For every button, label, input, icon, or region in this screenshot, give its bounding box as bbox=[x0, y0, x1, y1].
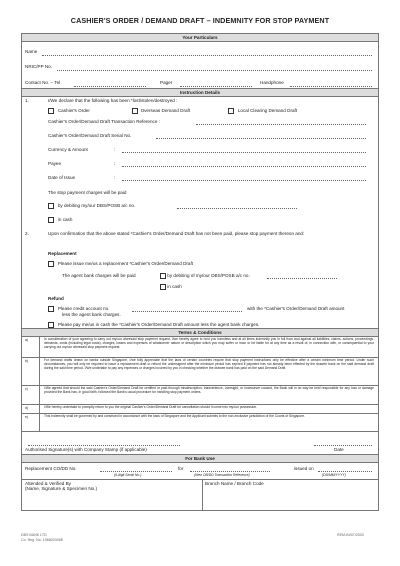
form-body bbox=[21, 33, 379, 511]
credit-account-field[interactable] bbox=[132, 311, 242, 312]
tel-field[interactable] bbox=[74, 86, 146, 87]
particulars-heading: Your Particulars bbox=[22, 34, 378, 42]
dd-checkbox[interactable] bbox=[132, 108, 138, 114]
co-label: Cashier's Order bbox=[57, 108, 90, 114]
term-a-label: a) bbox=[25, 338, 29, 342]
debit-option[interactable] bbox=[48, 203, 135, 209]
pay-cash-label: Please pay me/us in cash the *Cashier's Order/Demand Draft amount less the agent bank charges. bbox=[57, 322, 260, 328]
particulars-section bbox=[22, 42, 378, 88]
pager-field[interactable] bbox=[180, 86, 252, 87]
replace-option[interactable] bbox=[48, 261, 193, 267]
replace-checkbox[interactable] bbox=[48, 261, 54, 267]
credit-label: Please credit account no. bbox=[57, 306, 110, 312]
handphone-label: Handphone bbox=[260, 80, 284, 85]
pay-cash-checkbox[interactable] bbox=[48, 322, 54, 328]
name-label: Name bbox=[25, 49, 38, 54]
instructions-section: 1. I/We declare that the following has been *lost/stolen/destroyed : Cashier's Order Overseas Demand Draft Local Clearing Demand Draft Cashier's Order/Demand Draft Transaction Reference : Cashier's Order/Demand Draft Serial No. Currency & Amount : Payee : Date of Issue : The stop payment charges will be paid by debiting my/our DBS/POSB a/c no. in cash 2. Upon confirmation that the above stated *Cashier's Order/Demand Draft has not been paid, please stop payment thereon and: Replacement Please issue me/us a replacement *Cashier's Order/Demand Draft The agent bank charges will be paid by debiting of my/our DBS/POSB a/c no. in cash Refund Please credit account no. with the *Cashier's Order/Demand Draft amount less the agent bank charges. Please pay me/us in cash the *Cashier's Order/Demand Draft amount less the agent bank charges. bbox=[22, 97, 378, 328]
branch-label: Branch Name / Branch Code bbox=[205, 481, 264, 486]
agent-debit-option[interactable] bbox=[160, 273, 250, 279]
form-code: REM-IN/07/2003 bbox=[337, 533, 364, 537]
attended-sub: (Name, Signature & Specimen No.) bbox=[25, 486, 97, 491]
ref-label: Cashier's Order/Demand Draft Transaction Reference : bbox=[48, 119, 160, 124]
signature-label: Authorised Signature(s) with Company Stamp (if applicable) bbox=[25, 447, 147, 452]
credit-checkbox[interactable] bbox=[48, 306, 54, 312]
agent-account-field[interactable] bbox=[267, 278, 337, 279]
date-label: Date bbox=[334, 447, 344, 452]
item1-text: I/We declare that the following has been *lost/stolen/destroyed : bbox=[48, 98, 178, 103]
replace-label: Please issue me/us a replacement *Cashier's Order/Demand Draft bbox=[57, 261, 194, 267]
payee-field[interactable] bbox=[122, 166, 366, 167]
date-hint: (DD/MM/YYYY) bbox=[322, 473, 346, 477]
charges-label: The stop payment charges will be paid bbox=[48, 190, 127, 195]
ref-hint: (New OB/DD Transaction Reference) bbox=[194, 473, 250, 477]
nric-label: NRIC/PP No. bbox=[25, 64, 52, 69]
cash-option[interactable] bbox=[48, 217, 72, 223]
date-issue-field[interactable] bbox=[122, 180, 366, 181]
currency-field[interactable] bbox=[122, 152, 366, 153]
agent-debit-checkbox[interactable] bbox=[160, 273, 166, 279]
term-d-label: d) bbox=[25, 406, 29, 410]
contact-label: Contact No. – Tel bbox=[25, 80, 61, 85]
payee-label: Payee bbox=[48, 161, 62, 166]
terms-section bbox=[22, 337, 378, 454]
item2-text: Upon confirmation that the above stated *Cashier's Order/Demand Draft has not been paid, please stop payment thereon and: bbox=[48, 231, 305, 236]
debit-account-field[interactable] bbox=[177, 208, 297, 209]
item2-number: 2. bbox=[25, 231, 29, 236]
date-field[interactable] bbox=[314, 445, 372, 446]
term-c-text: I/We agreed that should the said Cashier's Order/Demand Draft be certified or paid through misdescription, inadvertence, oversight, or howsoever caused, the Bank will in no way be held responsible for any loss or damage provided the Bank has, in good faith, followed the Bank's usual procedure for handling stop payment orders. bbox=[44, 386, 374, 394]
for-label: for bbox=[178, 466, 184, 471]
debit-label: by debiting my/our DBS/POSB a/c no. bbox=[57, 203, 136, 209]
new-ref-field[interactable] bbox=[190, 471, 270, 472]
agent-text: The agent bank charges will be paid bbox=[62, 273, 136, 278]
term-c-label: c) bbox=[25, 387, 28, 391]
co-checkbox[interactable] bbox=[48, 108, 54, 114]
attended-label: Attended & Verified By bbox=[25, 481, 71, 486]
currency-label: Currency & Amount bbox=[48, 147, 88, 152]
pager-label: Pager bbox=[160, 80, 173, 85]
form-title: CASHIER'S ORDER / DEMAND DRAFT – INDEMNITY FOR STOP PAYMENT bbox=[70, 16, 330, 25]
issued-on-label: issued on bbox=[294, 466, 314, 471]
refund-heading: Refund bbox=[48, 296, 64, 301]
option-lcdd[interactable] bbox=[228, 108, 297, 114]
replacement-heading: Replacement bbox=[48, 251, 77, 256]
cash-label: in cash bbox=[57, 217, 73, 223]
serial-label: Cashier's Order/Demand Draft Serial No. bbox=[48, 133, 132, 138]
instructions-heading: Instruction Details bbox=[22, 88, 378, 97]
agent-cash-label: in cash bbox=[167, 284, 182, 290]
agent-cash-checkbox[interactable] bbox=[160, 284, 166, 290]
date-issue-label: Date of Issue bbox=[48, 175, 76, 180]
lcdd-label: Local Clearing Demand Draft bbox=[237, 108, 298, 114]
dd-label: Overseas Demand Draft bbox=[140, 108, 191, 114]
replacement-no-label: Replacement CO/DD No. bbox=[25, 466, 77, 471]
ref-field[interactable] bbox=[196, 124, 366, 125]
serial-hint: (6-digit Serial No.) bbox=[114, 473, 142, 477]
item1-number: 1. bbox=[25, 98, 29, 103]
serial-field[interactable] bbox=[156, 138, 366, 139]
term-b-text: For demand drafts drawn on banks outside Singapore, I/we fully appreciate that the laws of certain countries require that stop payment instructions only be effective after a certain minimum time period. Under such circumstances, you will only be required to issue a replacement draft or refund the undersigned after the minimum period has expired if payment has not already been effected by the drawee bank on the said demand draft during the said time period. I/We undertake to pay any expenses or charges incurred by you in checking whether the drawee bank has paid on the said Demand Draft. bbox=[44, 358, 374, 370]
signature-field[interactable] bbox=[28, 445, 180, 446]
term-e-label: e) bbox=[25, 415, 29, 419]
bank-name: DBS BANK LTD bbox=[21, 533, 47, 537]
nric-field[interactable] bbox=[57, 70, 372, 71]
cash-checkbox[interactable] bbox=[48, 217, 54, 223]
bank-use-section bbox=[22, 463, 378, 511]
option-co[interactable] bbox=[48, 108, 90, 114]
lcdd-checkbox[interactable] bbox=[228, 108, 234, 114]
replacement-no-field[interactable] bbox=[100, 471, 172, 472]
agent-cash-option[interactable] bbox=[160, 284, 182, 290]
debit-checkbox[interactable] bbox=[48, 203, 54, 209]
bank-use-heading: For Bank Use bbox=[22, 454, 378, 463]
term-a-text: In consideration of your agreeing to carry out my/our aforesaid stop payment request, I/we hereby agree to hold you harmless and at all times indemnify you in full from and against all liabilities, claims, actions, proceedings, demands, costs (including legal costs), charges, losses and expenses of whatsoever nature or description which you may suffer or incur or be liable for at any time as a result of, in connection with, or consequential to your carrying out my/our aforesaid stop payment request. bbox=[44, 337, 374, 349]
agent-debit-label: by debiting of my/our DBS/POSB a/c no. bbox=[167, 273, 250, 279]
reg-no: Co. Reg. No. 196800306E bbox=[21, 538, 64, 542]
term-e-text: This Indemnity shall be governed by and construed in accordance with the laws of Singapore and the Applicant submits to the non-exclusive jurisdiction of the Courts of Singapore. bbox=[44, 414, 305, 418]
name-field[interactable] bbox=[42, 55, 372, 56]
handphone-field[interactable] bbox=[290, 86, 372, 87]
pay-cash-option[interactable] bbox=[48, 322, 259, 328]
term-d-text: I/We hereby undertake to promptly return to you the original Cashier's Order/Demand Draft for cancellation should it come into my/our possession. bbox=[44, 405, 258, 409]
issued-date-field[interactable] bbox=[318, 471, 372, 472]
option-dd[interactable] bbox=[132, 108, 190, 114]
terms-heading: Terms & Conditions bbox=[22, 328, 378, 337]
term-b-label: b) bbox=[25, 359, 29, 363]
credit-tail: with the *Cashier's Order/Demand Draft amount bbox=[247, 306, 345, 311]
credit-tail2: less the agent bank charges. bbox=[62, 312, 121, 317]
